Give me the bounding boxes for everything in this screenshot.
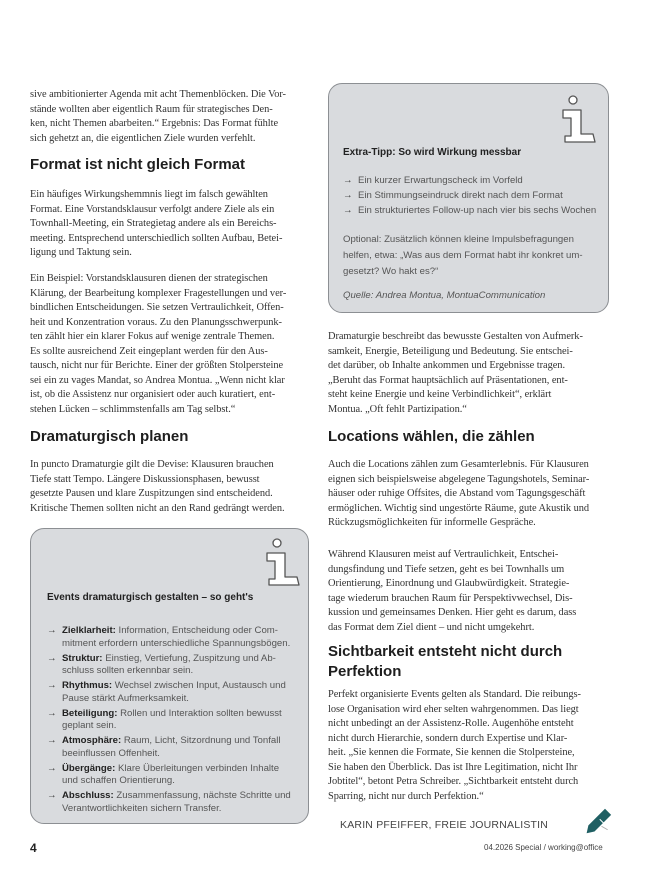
list-text: schluss sollten erkennbar sein. bbox=[62, 665, 194, 676]
text-line: Rückzugsmöglichkeiten für informelle Gespräche. bbox=[328, 517, 536, 528]
list-text: Verantwortlichkeiten sichern Transfer. bbox=[62, 802, 222, 814]
text-line: lose Organisation wird eher selten wahrgenommen. Das liegt bbox=[328, 703, 579, 715]
text-line: Es sollte ausreichend Zeit eingeplant werden für den Aus- bbox=[30, 345, 268, 357]
arrow-icon: → bbox=[47, 790, 57, 801]
list-text: Ein kurzer Erwartungscheck im Vorfeld bbox=[358, 175, 523, 186]
issue-info: 04.2026 Special / working@office bbox=[484, 843, 603, 852]
text-line: Orientierung, Einordnung und Glaubwürdigkeit. Strategie- bbox=[328, 578, 570, 589]
paragraph-format bbox=[30, 188, 282, 261]
arrow-icon: → bbox=[343, 205, 353, 216]
text-line: Perfektion bbox=[328, 663, 402, 680]
heading-locations: Locations wählen, die zählen bbox=[328, 428, 535, 445]
arrow-icon: → bbox=[47, 735, 57, 746]
list-item bbox=[47, 708, 291, 733]
box-source: Quelle: Andrea Montua, MontuaCommunication bbox=[343, 290, 546, 301]
text-line: meeting. Entsprechend unterschiedlich sollten Aufbau, Betei- bbox=[30, 232, 283, 244]
text-line: Sie haben den Überblick. Das ist Ihre Legitimation, nicht Ihr bbox=[328, 761, 578, 773]
text-line: tausch, nicht nur für Berichte. Einer der größten Stolpersteine bbox=[30, 360, 284, 371]
list-text: Information, Entscheidung oder Com- bbox=[118, 625, 278, 636]
text-line: Dramaturgie beschreibt das bewusste Gestalten von Aufmerk- bbox=[328, 331, 583, 342]
intro-paragraph bbox=[30, 88, 286, 146]
list-term: Übergänge: bbox=[62, 762, 116, 774]
heading-dramaturgy: Dramaturgisch planen bbox=[30, 428, 189, 445]
list-term: Beteiligung: bbox=[62, 707, 118, 719]
heading-format: Format ist nicht gleich Format bbox=[30, 156, 246, 173]
list-item bbox=[47, 735, 291, 760]
text-line: „Beruht das Format hauptsächlich auf Präsentationen, ent- bbox=[328, 374, 568, 386]
list-term: Rhythmus: bbox=[62, 680, 113, 691]
list-item bbox=[343, 188, 596, 203]
arrow-icon: → bbox=[47, 762, 57, 774]
text-line: sei ein zu vages Mandat, so Andrea Montua. „Wenn nicht klar bbox=[30, 374, 285, 386]
text-line: ken, nicht Themen abarbeiten.“ Ergebnis: Das Format fühlte bbox=[30, 118, 279, 129]
text-line: nicht durch Hierarchie, sondern durch Expertise und Klar- bbox=[328, 732, 568, 744]
text-line: helfen, etwa: „Was aus dem Format habt ihr konkret um- bbox=[343, 250, 583, 261]
box-list bbox=[343, 173, 596, 218]
text-line: Sichtbarkeit entsteht nicht durch bbox=[328, 643, 563, 660]
list-term: Abschluss: bbox=[62, 790, 114, 801]
text-line: In puncto Dramaturgie gilt die Devise: Klausuren brauchen bbox=[30, 459, 274, 470]
arrow-icon: → bbox=[47, 680, 57, 691]
box-optional-text bbox=[343, 232, 583, 280]
text-line: tage wiederum brauchen Raum für Perspektivwechsel, Dis- bbox=[328, 592, 573, 604]
text-line: bindlichen Entscheidungen. Sie setzen Vertraulichkeit, Offen- bbox=[30, 302, 284, 313]
list-text: Ein Stimmungseindruck direkt nach dem Format bbox=[358, 190, 563, 201]
text-line: Optional: Zusätzlich können kleine Impulsbefragungen bbox=[343, 234, 574, 245]
author-byline: KARIN PFEIFFER, FREIE JOURNALISTIN bbox=[340, 819, 549, 831]
text-line: stände wollten aber eigentlich Raum für strategisches Den- bbox=[30, 103, 273, 115]
arrow-icon: → bbox=[343, 190, 353, 201]
text-line: gesetzt? Wo hakt es?“ bbox=[343, 266, 439, 277]
list-item bbox=[47, 653, 291, 678]
list-term: Atmosphäre: bbox=[62, 735, 122, 746]
text-line: Format. Eine Vorstandsklausur verfolgt andere Ziele als ein bbox=[30, 203, 275, 215]
text-line: Kritische Themen sollten nicht an den Rand gedrängt werden. bbox=[30, 502, 285, 514]
list-text: Einstieg, Vertiefung, Zuspitzung und Ab- bbox=[105, 652, 276, 664]
text-line: heit. „Sie kennen die Formate, Sie kennen die Stolpersteine, bbox=[328, 747, 575, 758]
text-line: das Format dem Ziel dient – und nicht umgekehrt. bbox=[328, 621, 535, 633]
text-line: Tiefe statt Tempo. Längere Diskussionsphasen, bewusst bbox=[30, 473, 260, 485]
text-line: Perfekt organisierte Events gelten als Standard. Die reibungs- bbox=[328, 689, 581, 700]
text-line: sive ambitionierter Agenda mit acht Themenblöcken. Die Vor- bbox=[30, 89, 286, 100]
list-item bbox=[47, 625, 291, 650]
list-text: Rollen und Interaktion sollten bewusst bbox=[120, 707, 282, 719]
paragraph-visibility bbox=[328, 688, 581, 804]
page-number: 4 bbox=[30, 841, 37, 855]
list-text: Raum, Licht, Sitzordnung und Tonfall bbox=[123, 735, 281, 746]
list-text: mitment erfordern unterschiedliche Spannungsbögen. bbox=[62, 637, 291, 649]
text-line: Ein Beispiel: Vorstandsklausuren dienen der strategischen bbox=[30, 273, 268, 284]
list-text: Zusammenfassung, nächste Schritte und bbox=[116, 790, 291, 801]
text-line: Auch die Locations zählen zum Gesamterlebnis. Für Klausuren bbox=[328, 459, 589, 470]
arrow-icon: → bbox=[47, 707, 57, 719]
heading-visibility bbox=[328, 642, 562, 682]
text-line: stehen Lücken – schlimmstenfalls am Tag selbst.“ bbox=[30, 403, 236, 415]
text-line: dungsfindung und Tiefe setzen, geht es bei Townhalls um bbox=[328, 563, 565, 575]
arrow-icon: → bbox=[47, 652, 57, 664]
pen-icon bbox=[584, 807, 612, 835]
text-line: häuser oder ruhige Offsites, die Abstand vom Tagungsgeschäft bbox=[328, 488, 586, 499]
list-item bbox=[47, 763, 291, 788]
text-line: sich gehetzt an, die eigentlichen Ziele wurden verfehlt. bbox=[30, 132, 256, 144]
info-box-extra-tipp bbox=[328, 83, 609, 313]
arrow-icon: → bbox=[343, 175, 353, 186]
list-item bbox=[47, 680, 291, 705]
list-term: Zielklarheit: bbox=[62, 625, 116, 636]
info-icon bbox=[263, 537, 303, 589]
text-line: Townhall-Meeting, ein Strategietag andere als ein Bereichs- bbox=[30, 218, 277, 229]
text-line: ligung und Taktung sein. bbox=[30, 247, 132, 258]
arrow-icon: → bbox=[47, 625, 57, 636]
text-line: steht keine Energie und keine Verbindlichkeit“, erklärt bbox=[328, 389, 552, 400]
text-line: ist, ob die Assistenz nur organisiert oder auch kuratiert, ent- bbox=[30, 389, 276, 400]
list-text: Ein strukturiertes Follow-up nach vier bis sechs Wochen bbox=[358, 205, 597, 216]
paragraph-example bbox=[30, 272, 286, 417]
text-line: heit und Konzentration voraus. Zu den Planungsschwerpunk- bbox=[30, 316, 282, 328]
list-item bbox=[343, 203, 596, 218]
text-line: samkeit, Energie, Beteiligung und Bedeutung. Sie entschei- bbox=[328, 345, 573, 357]
text-line: det darüber, ob Inhalte ankommen und Ergebnisse tragen. bbox=[328, 360, 565, 371]
info-box-dramaturgy bbox=[30, 528, 309, 824]
text-line: kussion und gemeinsames Denken. Hier geht es darum, dass bbox=[328, 607, 577, 618]
text-line: nicht unbedingt an der Assistenz-Rolle. Augenhöhe entsteht bbox=[328, 718, 574, 729]
list-term: Struktur: bbox=[62, 652, 103, 664]
list-item bbox=[47, 790, 291, 815]
list-text: Pause stärkt Aufmerksamkeit. bbox=[62, 692, 189, 704]
list-item bbox=[343, 173, 596, 188]
text-line: Während Klausuren meist auf Vertraulichkeit, Entschei- bbox=[328, 549, 559, 560]
list-text: geplant sein. bbox=[62, 720, 117, 731]
list-text: Klare Überleitungen verbinden Inhalte bbox=[117, 762, 280, 774]
box-list bbox=[47, 625, 291, 818]
text-line: Ein häufiges Wirkungshemmnis liegt im falsch gewählten bbox=[30, 189, 268, 200]
text-line: Jobtitel“, betont Petra Schreiber. „Sichtbarkeit entsteht durch bbox=[328, 776, 579, 787]
info-icon bbox=[559, 94, 599, 146]
paragraph-dramaturgy bbox=[30, 458, 285, 516]
text-line: Klärung, der Bearbeitung komplexer Fragestellungen und ver- bbox=[30, 287, 287, 299]
text-line: ermöglichen. Wichtig sind ungestörte Räume, gute Akustik und bbox=[328, 502, 590, 514]
list-text: beeinflussen Offenheit. bbox=[62, 747, 160, 759]
text-line: Montua. „Oft fehlt Partizipation.“ bbox=[328, 403, 467, 415]
paragraph-locations bbox=[328, 458, 589, 531]
text-line: gesetzte Pausen und klare Zuspitzungen sind entscheidend. bbox=[30, 488, 273, 499]
text-line: ten zählt hier ein klarer Fokus auf wenige zentrale Themen. bbox=[30, 331, 275, 342]
paragraph-formats bbox=[328, 548, 576, 635]
list-text: Wechsel zwischen Input, Austausch und bbox=[114, 680, 286, 691]
box-title: Extra-Tipp: So wird Wirkung messbar bbox=[343, 147, 522, 158]
text-line: Sparring, nicht nur durch Perfektion.“ bbox=[328, 790, 484, 802]
list-text: und schaffen Orientierung. bbox=[62, 775, 175, 786]
paragraph-dramaturgy-definition bbox=[328, 330, 583, 417]
box-title: Events dramaturgisch gestalten – so geht's bbox=[47, 592, 254, 603]
text-line: eignen sich beispielsweise abgelegene Tagungshotels, Seminar- bbox=[328, 473, 590, 485]
